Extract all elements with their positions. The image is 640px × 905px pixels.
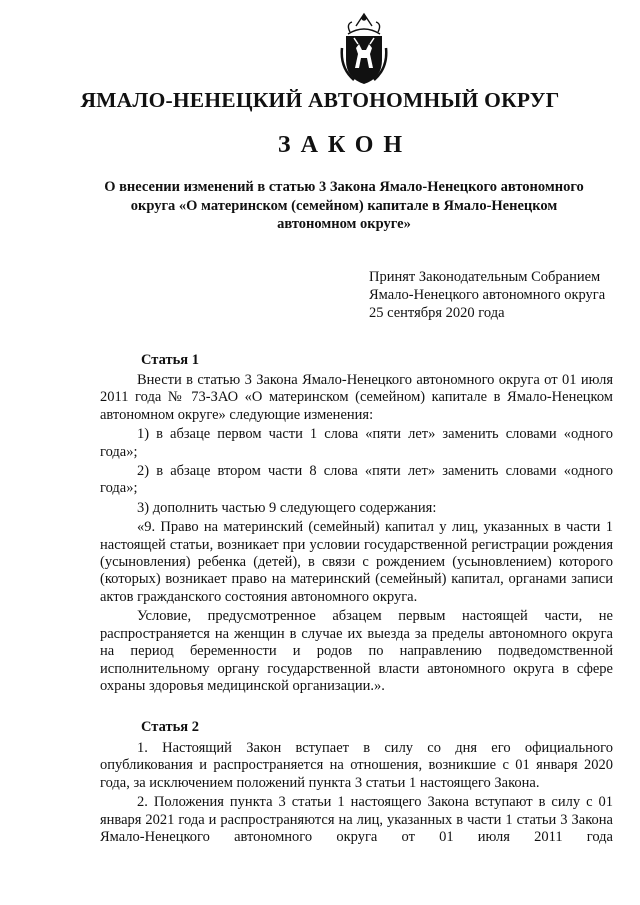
- article-1-title: Статья 1: [141, 352, 199, 368]
- paragraph: Условие, предусмотренное абзацем первым настоящей части, не распространяется на женщин в случае их выезда за пределы автономного округа на период беременности и родов по направлению подведомственной исполнительному органу государственной власти автономного округа в сфере охраны здоровья медицинской организации.».: [100, 608, 613, 694]
- coat-of-arms-emblem: [336, 8, 392, 88]
- adoption-date: 25 сентября 2020 года: [369, 305, 505, 321]
- paragraph: Внести в статью 3 Закона Ямало-Ненецкого автономного округа от 01 июля 2011 года № 73-ЗАО «О материнском (семейном) капитале в Ямало-Ненецком автономном округе» следующие изменения:: [100, 372, 613, 423]
- article-2-title: Статья 2: [141, 719, 199, 735]
- paragraph: 2. Положения пункта 3 статьи 1 настоящего Закона вступают в силу с 01 января 2021 года и распространяются на лиц, указанных в части 1 статьи 3 Закона Ямало-Ненецкого автономного округа от 01 июля 2011 года: [100, 794, 613, 846]
- paragraph: 1) в абзаце первом части 1 слова «пяти лет» заменить словами «одного года»;: [100, 426, 613, 460]
- document-type: ЗАКОН: [277, 132, 413, 158]
- paragraph: 2) в абзаце втором части 8 слова «пяти лет» заменить словами «одного года»;: [100, 463, 613, 497]
- article-1-body: [100, 372, 613, 695]
- article-2-body: [100, 740, 613, 846]
- region-title: ЯМАЛО-НЕНЕЦКИЙ АВТОНОМНЫЙ ОКРУГ: [80, 88, 560, 112]
- law-subject: О внесении изменений в статью 3 Закона Ямало-Ненецкого автономного округа «О материнском (семейном) капитале в Ямало-Ненецком автономном округе»: [104, 179, 584, 232]
- paragraph: 1. Настоящий Закон вступает в силу со дня его официального опубликования и распространяется на отношения, возникшие с 01 января 2020 года, за исключением положений пункта 3 статьи 1 настоящего Закона.: [100, 740, 613, 791]
- adoption-block: [369, 268, 629, 322]
- paragraph: 3) дополнить частью 9 следующего содержания:: [137, 499, 437, 516]
- adoption-line: Ямало-Ненецкого автономного округа: [369, 287, 606, 303]
- adoption-line: Принят Законодательным Собранием: [369, 269, 601, 285]
- paragraph: «9. Право на материнский (семейный) капитал у лиц, указанных в части 1 настоящей статьи, возникает при условии государственной регистрации рождения (усыновления) ребенка (детей), в связи с рождением (усыновлением) которого (которых) возникает право на материнский (семейный) капитал, органами записи актов гражданского состояния автономного округа.: [100, 519, 613, 605]
